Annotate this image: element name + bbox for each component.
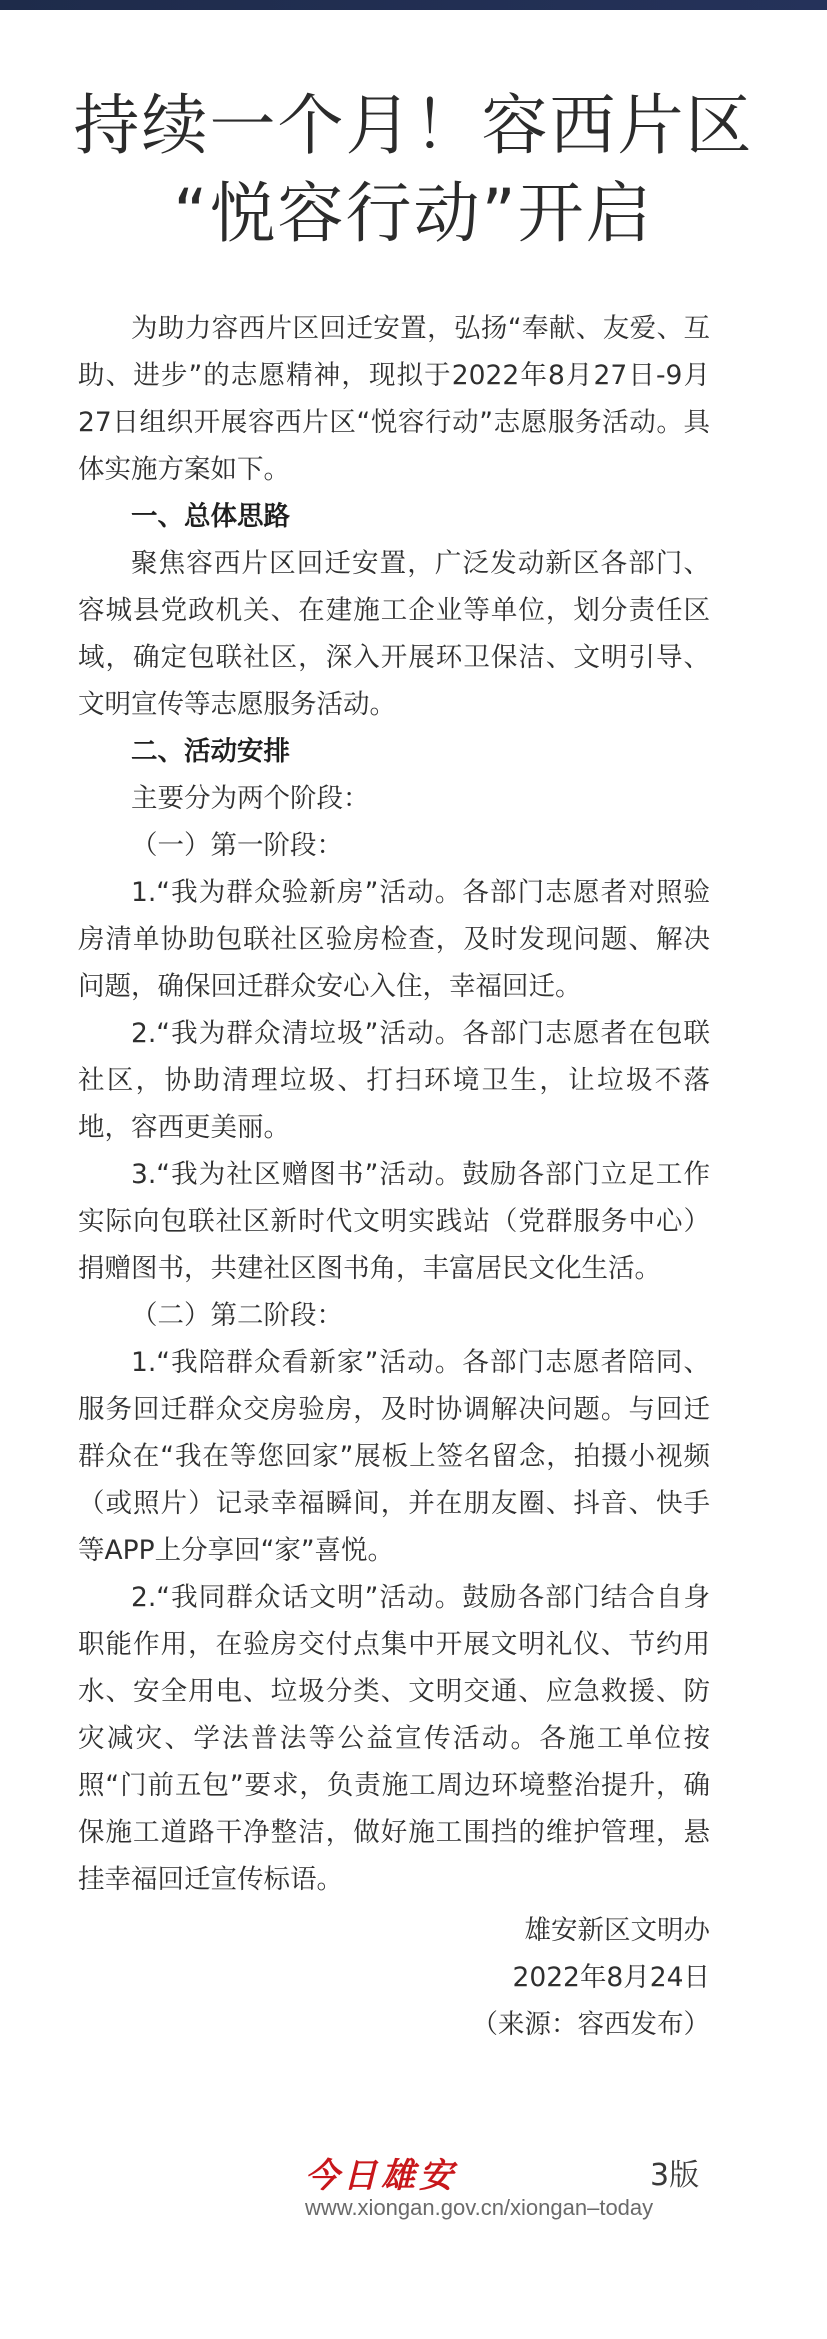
signature-block (78, 1907, 710, 2048)
newspaper-logo: 今日雄安 (305, 2156, 457, 2196)
footer-url[interactable]: www.xiongan.gov.cn/xiongan–today (305, 2195, 654, 2220)
paragraph: 为助力容西片区回迁安置，弘扬“奉献、友爱、互助、进步”的志愿精神，现拟于2022年8月27日-9月27日组织开展容西片区“悦容行动”志愿服务活动。具体实施方案如下。 (78, 313, 710, 485)
paragraph: 2.“我同群众话文明”活动。鼓励各部门结合自身职能作用，在验房交付点集中开展文明礼仪、节约用水、安全用电、垃圾分类、文明交通、应急救援、防灾减灾、学法普法等公益宣传活动。各施工单位按照“门前五包”要求，负责施工周边环境整治提升，确保施工道路干净整洁，做好施工围挡的维护管理，悬挂幸福回迁宣传标语。 (78, 1582, 710, 1895)
page-number: 3版 (650, 2158, 700, 2193)
top-color-bar (0, 0, 827, 10)
stage-label: （一）第一阶段： (131, 830, 343, 861)
signature-date: 2022年8月24日 (512, 1962, 710, 1993)
stage-label: （二）第二阶段： (131, 1300, 343, 1331)
signature-org: 雄安新区文明办 (524, 1915, 710, 1946)
title-line-2: “悦容行动”开启 (173, 175, 654, 252)
article-body (78, 305, 710, 2048)
paragraph: 聚焦容西片区回迁安置，广泛发动新区各部门、容城县党政机关、在建施工企业等单位，划分责任区域，确定包联社区，深入开展环卫保洁、文明引导、文明宣传等志愿服务活动。 (78, 548, 710, 720)
title-line-1: 持续一个月！容西片区 (73, 87, 754, 164)
signature-source: （来源：容西发布） (471, 2009, 710, 2040)
paragraph: 2.“我为群众清垃圾”活动。各部门志愿者在包联社区，协助清理垃圾、打扫环境卫生，让垃圾不落地，容西更美丽。 (78, 1018, 710, 1143)
paragraph: 1.“我陪群众看新家”活动。各部门志愿者陪同、服务回迁群众交房验房，及时协调解决问题。与回迁群众在“我在等您回家”展板上签名留念，拍摄小视频（或照片）记录幸福瞬间，并在朋友圈、抖音、快手等APP上分享回“家”喜悦。 (78, 1347, 710, 1566)
article-title (0, 82, 827, 258)
paragraph: 主要分为两个阶段： (131, 783, 370, 814)
section-heading: 二、活动安排 (131, 736, 290, 767)
section-heading: 一、总体思路 (131, 501, 290, 532)
paragraph: 1.“我为群众验新房”活动。各部门志愿者对照验房清单协助包联社区验房检查，及时发现问题、解决问题，确保回迁群众安心入住，幸福回迁。 (78, 877, 710, 1002)
paragraph: 3.“我为社区赠图书”活动。鼓励各部门立足工作实际向包联社区新时代文明实践站（党群服务中心）捐赠图书，共建社区图书角，丰富居民文化生活。 (78, 1159, 710, 1284)
